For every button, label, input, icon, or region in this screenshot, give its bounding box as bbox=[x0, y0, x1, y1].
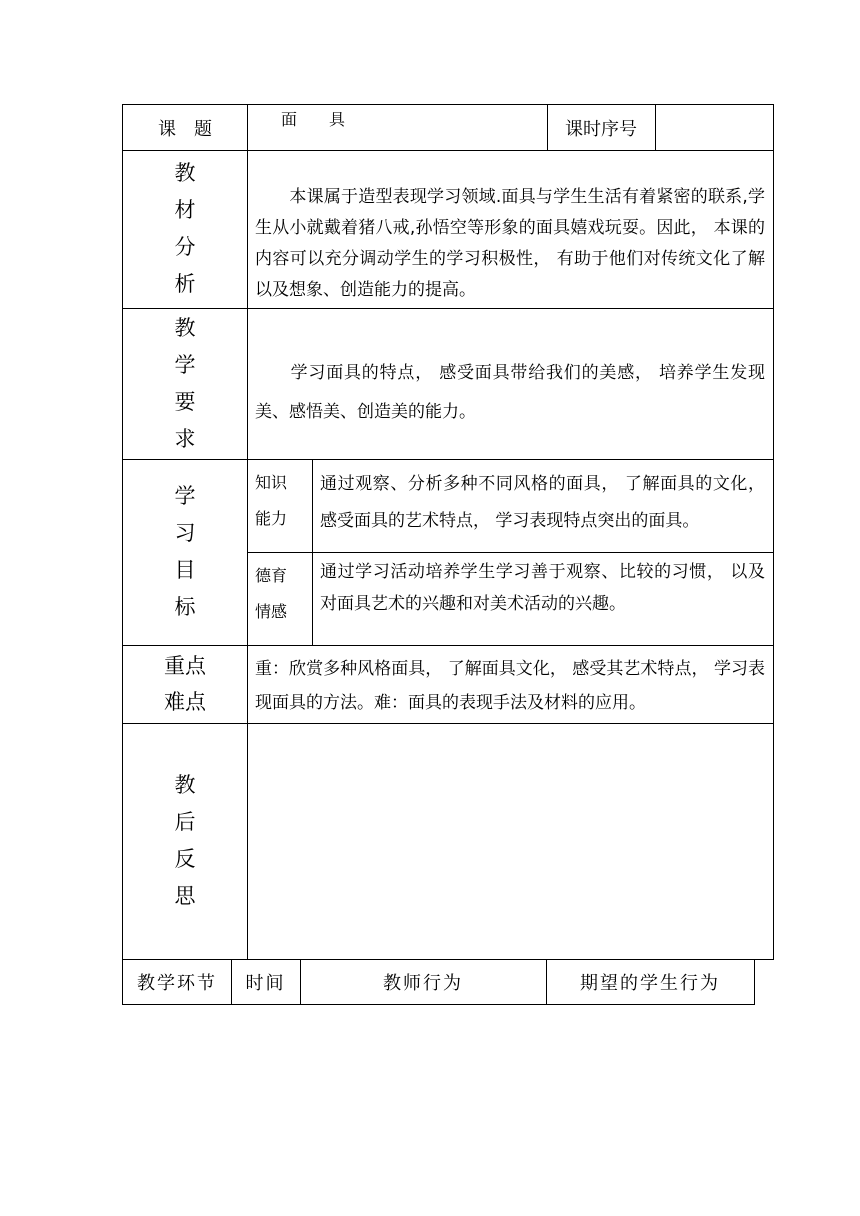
reflection-label-cell bbox=[122, 723, 248, 960]
goals-label-char: 习 bbox=[174, 521, 196, 545]
knowledge-content-cell bbox=[312, 459, 774, 553]
requirement-label-char: 要 bbox=[174, 389, 196, 414]
reflection-label-char: 反 bbox=[174, 847, 196, 871]
process-col-stage bbox=[122, 959, 232, 1005]
reflection-label-char: 思 bbox=[174, 884, 196, 908]
analysis-label-char: 析 bbox=[174, 272, 196, 296]
key-label-line: 重点 bbox=[164, 654, 206, 678]
topic-label: 课 题 bbox=[158, 118, 212, 140]
requirement-label-char: 教 bbox=[174, 315, 196, 340]
analysis-label-char: 材 bbox=[174, 198, 196, 222]
process-col-stage-label: 教学环节 bbox=[137, 972, 217, 994]
reflection-label-char: 教 bbox=[174, 773, 196, 797]
key-label-cell bbox=[122, 645, 248, 724]
knowledge-label-cell bbox=[247, 459, 313, 553]
moral-label-line: 德育 bbox=[255, 566, 288, 585]
moral-content-cell bbox=[312, 552, 774, 646]
analysis-text: 本课属于造型表现学习领域.面具与学生生活有着紧密的联系,学生从小就戴着猪八戒,孙悟空等形象的面具嬉戏玩耍。因此， 本课的内容可以充分调动学生的学习积极性， 有助于他们对传统文化了解以及想象、创造能力的提高。 bbox=[255, 187, 765, 300]
goals-label-char: 目 bbox=[174, 558, 196, 582]
requirement-label-char: 求 bbox=[174, 426, 196, 451]
goals-label-char: 学 bbox=[174, 484, 196, 508]
analysis-label-char: 教 bbox=[174, 161, 196, 185]
goals-label-char: 标 bbox=[174, 595, 196, 619]
requirement-content-cell bbox=[247, 308, 774, 460]
key-content-cell bbox=[247, 645, 774, 724]
lesson-seq-label: 课时序号 bbox=[565, 118, 637, 140]
knowledge-label-line: 知识 bbox=[255, 473, 288, 492]
lesson-seq-value-cell bbox=[655, 104, 774, 151]
moral-text: 通过学习活动培养学生学习善于观察、比较的习惯， 以及对面具艺术的兴趣和对美术活动的兴趣。 bbox=[320, 562, 765, 614]
process-col-student-label: 期望的学生行为 bbox=[580, 972, 720, 994]
process-col-time bbox=[231, 959, 301, 1005]
process-col-student bbox=[546, 959, 755, 1005]
requirement-label-cell bbox=[122, 308, 248, 460]
process-col-teacher-label: 教师行为 bbox=[383, 972, 463, 994]
reflection-content-cell bbox=[247, 723, 774, 960]
analysis-label-cell bbox=[122, 150, 248, 309]
topic-title-cell bbox=[247, 104, 548, 151]
process-col-teacher bbox=[300, 959, 547, 1005]
goals-label-cell bbox=[122, 459, 248, 646]
analysis-content-cell bbox=[247, 150, 774, 309]
knowledge-text: 通过观察、分析多种不同风格的面具， 了解面具的文化， 感受面具的艺术特点， 学习表现特点突出的面具。 bbox=[320, 474, 765, 531]
moral-label-cell bbox=[247, 552, 313, 646]
key-label-line: 难点 bbox=[164, 690, 206, 714]
requirement-label-char: 学 bbox=[174, 352, 196, 377]
moral-label-line: 情感 bbox=[255, 602, 288, 621]
topic-label-cell bbox=[122, 104, 248, 151]
requirement-text: 学习面具的特点， 感受面具带给我们的美感， 培养学生发现美、感悟美、创造美的能力。 bbox=[255, 363, 765, 422]
lesson-seq-label-cell bbox=[547, 104, 656, 151]
process-col-time-label: 时间 bbox=[245, 972, 286, 994]
knowledge-label-line: 能力 bbox=[255, 509, 288, 528]
reflection-label-char: 后 bbox=[174, 810, 196, 834]
lesson-title: 面 具 bbox=[281, 110, 346, 129]
analysis-label-char: 分 bbox=[174, 235, 196, 259]
key-text: 重：欣赏多种风格面具， 了解面具文化， 感受其艺术特点， 学习表现面具的方法。难：面具的表现手法及材料的应用。 bbox=[255, 659, 765, 713]
